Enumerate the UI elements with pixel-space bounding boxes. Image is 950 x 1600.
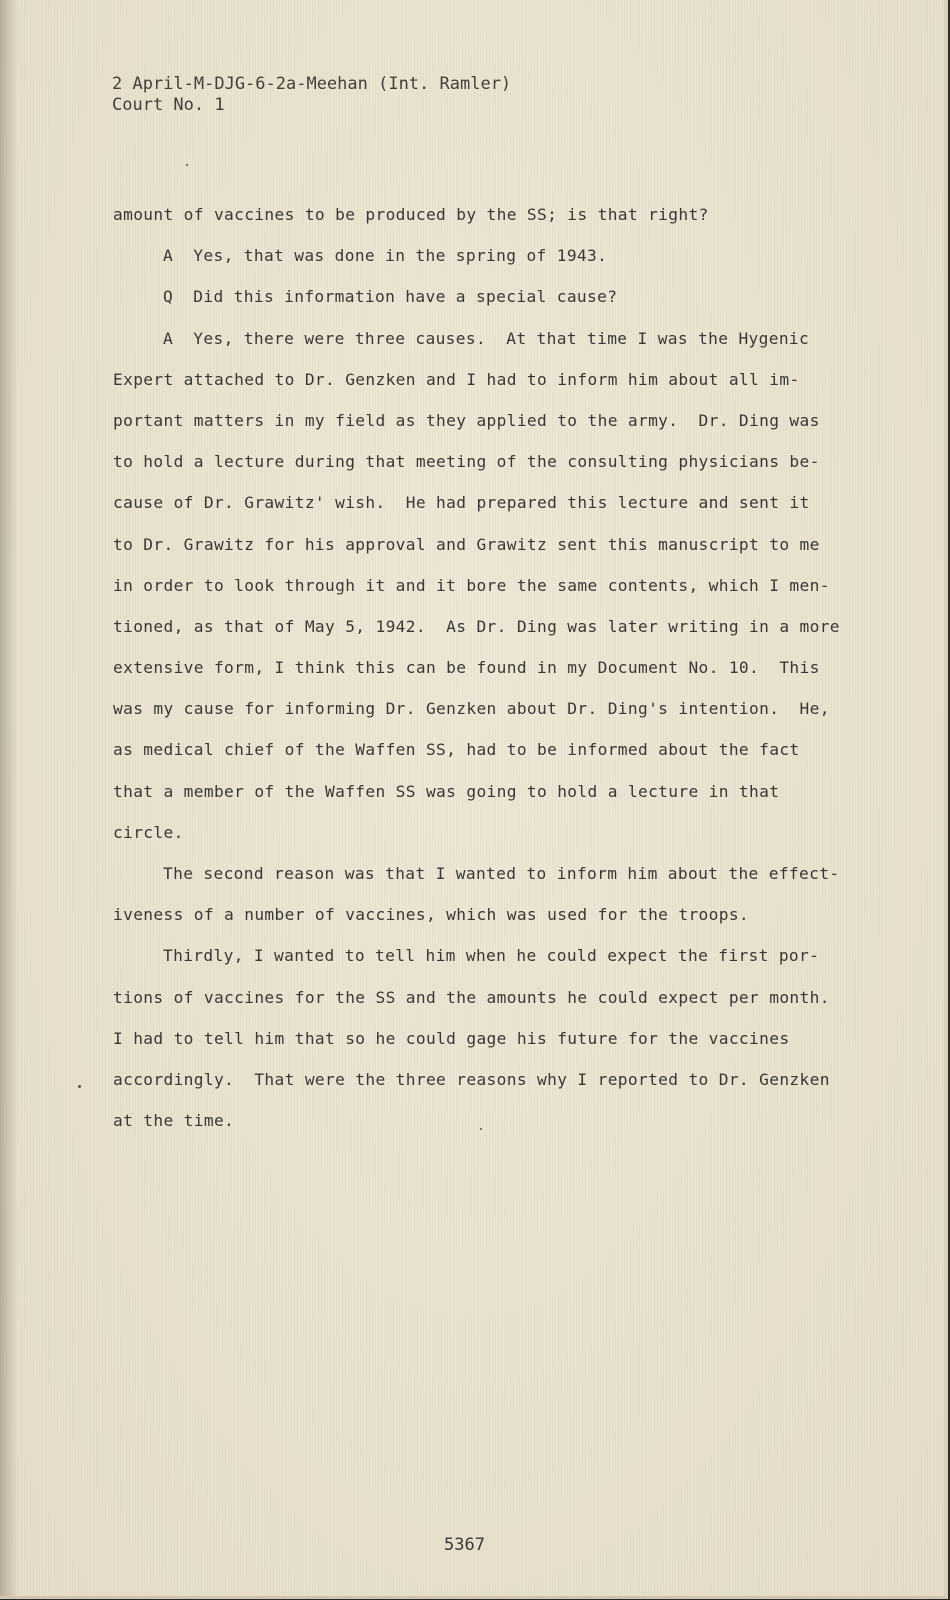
text-line: A Yes, that was done in the spring of 1943. — [163, 246, 608, 266]
text-line: to Dr. Grawitz for his approval and Grawitz sent this manuscript to me — [113, 534, 820, 554]
text-line: accordingly. That were the three reasons why I reported to Dr. Genzken — [113, 1069, 830, 1089]
page-edge-shadow — [0, 0, 18, 1596]
paper-speck — [480, 1128, 482, 1130]
testimony-body — [113, 194, 853, 1141]
paper-speck — [186, 164, 188, 166]
text-line: Expert attached to Dr. Genzken and I had to inform him about all im- — [113, 369, 800, 389]
text-line: circle. — [113, 822, 184, 842]
text-line: The second reason was that I wanted to inform him about the effect- — [163, 864, 840, 883]
text-line: at the time. — [113, 1111, 235, 1131]
text-line: tioned, as that of May 5, 1942. As Dr. Ding was later writing in a more — [113, 616, 840, 636]
text-line: as medical chief of the Waffen SS, had to be informed about the fact — [113, 740, 800, 760]
text-line: I had to tell him that so he could gage his future for the vaccines — [113, 1028, 790, 1048]
text-line: extensive form, I think this can be found in my Document No. 10. This — [113, 658, 820, 678]
text-line: A Yes, there were three causes. At that time I was the Hygenic — [163, 328, 810, 348]
text-line: was my cause for informing Dr. Genzken about Dr. Ding's intention. He, — [113, 699, 830, 719]
text-line: portant matters in my field as they applied to the army. Dr. Ding was — [113, 410, 820, 430]
document-header — [112, 74, 511, 116]
text-line: in order to look through it and it bore the same contents, which I men- — [113, 575, 830, 595]
text-line: cause of Dr. Grawitz' wish. He had prepared this lecture and sent it — [113, 493, 810, 513]
text-line: to hold a lecture during that meeting of the consulting physicians be- — [113, 452, 820, 472]
page-number: 5367 — [444, 1535, 485, 1555]
text-line: iveness of a number of vaccines, which was used for the troops. — [113, 905, 750, 925]
text-line: amount of vaccines to be produced by the SS; is that right? — [113, 205, 709, 224]
header-case-reference: 2 April-M-DJG-6-2a-Meehan (Int. Ramler) — [112, 74, 512, 94]
paper-speck — [78, 1085, 81, 1088]
text-line: tions of vaccines for the SS and the amounts he could expect per month. — [113, 987, 830, 1007]
text-line: that a member of the Waffen SS was going to hold a lecture in that — [113, 781, 780, 801]
text-line: Thirdly, I wanted to tell him when he could expect the first por- — [163, 946, 820, 966]
text-line: Q Did this information have a special cause? — [163, 287, 618, 307]
header-court-number: Court No. 1 — [112, 95, 225, 115]
